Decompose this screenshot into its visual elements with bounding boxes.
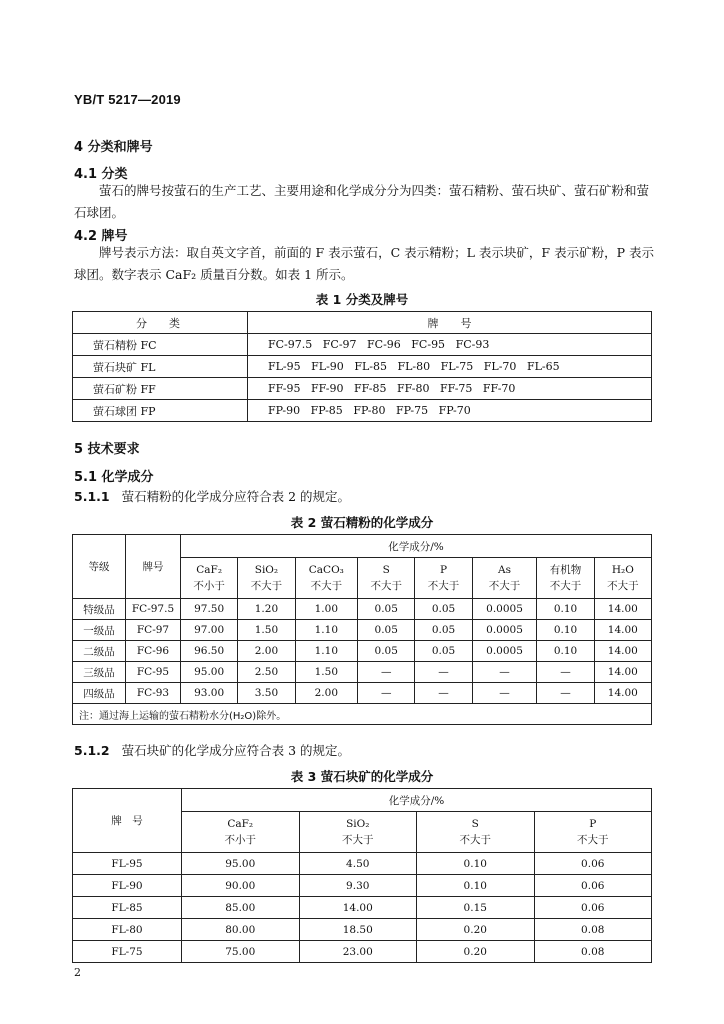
table-row (73, 620, 652, 641)
table-cell: 0.20 (417, 941, 535, 963)
table-row (73, 919, 652, 941)
table-cell: 萤石球团 FP (73, 400, 248, 422)
table-row (73, 356, 652, 378)
table-cell: 0.06 (534, 853, 652, 875)
table-cell: FC-97.5 (126, 599, 181, 620)
code-item: FC-93 (455, 338, 490, 351)
table-cell: FC-95 (126, 662, 181, 683)
clause-text: 萤石精粉的化学成分应符合表 2 的规定。 (121, 489, 350, 504)
section-4-2-heading: 4.2 牌号 (74, 229, 128, 244)
table-cell: 0.10 (537, 620, 594, 641)
code-item: FL-80 (397, 360, 431, 373)
table-row (73, 941, 652, 963)
table-cell: 0.05 (415, 620, 472, 641)
table-cell: 0.0005 (472, 641, 537, 662)
table-header-cell: 化学成分/% (182, 789, 652, 812)
table-cell: — (358, 683, 415, 704)
table-header-cell: CaF₂ 不小于 (182, 812, 300, 853)
section-5-heading: 5 技术要求 (74, 442, 140, 457)
table-header-cell: 牌号 (126, 535, 181, 599)
table-cell: 0.05 (415, 641, 472, 662)
table-cell: 三级品 (73, 662, 126, 683)
table-cell: 1.50 (295, 662, 357, 683)
table-3-caption: 表 3 萤石块矿的化学成分 (290, 769, 434, 784)
code-item: FF-80 (396, 382, 430, 395)
table-header-row (73, 535, 652, 558)
table-cell: 0.06 (534, 875, 652, 897)
code-item: FF-95 (268, 382, 301, 395)
table-cell: 14.00 (594, 599, 651, 620)
table-cell (248, 400, 652, 422)
table-header-cell: P 不大于 (415, 558, 472, 599)
table-3 (72, 788, 652, 963)
table-cell: 2.50 (238, 662, 295, 683)
table-cell: 一级品 (73, 620, 126, 641)
table-cell: 3.50 (238, 683, 295, 704)
standard-code: YB/T 5217—2019 (74, 92, 181, 107)
table-note: 注：通过海上运输的萤石精粉水分(H₂O)除外。 (73, 704, 652, 725)
table-1-caption: 表 1 分类及牌号 (315, 292, 409, 307)
code-item: FL-75 (440, 360, 474, 373)
table-cell: 0.05 (415, 599, 472, 620)
table-cell: 0.10 (417, 853, 535, 875)
section-4-2-text: 牌号表示方法：取自英文字首，前面的 F 表示萤石，C 表示精粉；L 表示块矿，F 表示矿粉，P 表示球团。数字表示 CaF₂ 质量百分数。如表 1 所示。 (74, 245, 654, 282)
table-header-cell: 化学成分/% (181, 535, 652, 558)
code-item: FC-97.5 (268, 338, 313, 351)
table-cell: 14.00 (594, 620, 651, 641)
table-cell: 14.00 (299, 897, 417, 919)
code-item: FP-70 (438, 404, 471, 417)
code-item: FF-70 (482, 382, 516, 395)
table-cell: 特级品 (73, 599, 126, 620)
table-header-cell: 分 类 (73, 312, 248, 334)
table-cell: 萤石矿粉 FF (73, 378, 248, 400)
table-cell: — (472, 662, 537, 683)
table-cell: — (537, 683, 594, 704)
clause-number: 5.1.2 (74, 743, 110, 758)
table-cell: FL-95 (73, 853, 182, 875)
table-header-cell: SiO₂ 不大于 (238, 558, 295, 599)
table-cell: 1.10 (295, 620, 357, 641)
section-4-1-heading: 4.1 分类 (74, 167, 128, 182)
table-cell: 0.0005 (472, 599, 537, 620)
code-item: FL-95 (268, 360, 301, 373)
table-row (73, 853, 652, 875)
table-header-row (73, 312, 652, 334)
code-item: FP-75 (395, 404, 429, 417)
table-header-cell: H₂O 不大于 (594, 558, 651, 599)
table-cell: — (358, 662, 415, 683)
table-cell: 97.00 (181, 620, 238, 641)
table-cell: 0.10 (537, 599, 594, 620)
table-2-caption: 表 2 萤石精粉的化学成分 (290, 515, 434, 530)
code-item: FF-75 (439, 382, 473, 395)
table-header-cell: CaCO₃ 不大于 (295, 558, 357, 599)
table-cell: 1.50 (238, 620, 295, 641)
code-item: FP-80 (353, 404, 386, 417)
code-item: FL-65 (526, 360, 560, 373)
table-cell (248, 378, 652, 400)
table-header-cell: 牌 号 (248, 312, 652, 334)
table-cell: FC-93 (126, 683, 181, 704)
table-cell: 萤石精粉 FC (73, 334, 248, 356)
table-cell: 四级品 (73, 683, 126, 704)
table-cell: 0.08 (534, 919, 652, 941)
table-cell (248, 356, 652, 378)
table-cell: 4.50 (299, 853, 417, 875)
table-cell: 0.05 (358, 641, 415, 662)
table-cell: FC-96 (126, 641, 181, 662)
code-item: FC-97 (322, 338, 357, 351)
table-cell: 96.50 (181, 641, 238, 662)
table-note-row (73, 704, 652, 725)
table-row (73, 875, 652, 897)
section-4-heading: 4 分类和牌号 (74, 140, 153, 155)
clause-5-1-2 (74, 741, 350, 759)
table-header-cell: As 不大于 (472, 558, 537, 599)
table-cell: 2.00 (238, 641, 295, 662)
table-cell: 1.20 (238, 599, 295, 620)
table-header-cell: 牌 号 (73, 789, 182, 853)
table-cell: FL-75 (73, 941, 182, 963)
code-item: FC-95 (411, 338, 446, 351)
table-cell: 0.0005 (472, 620, 537, 641)
table-cell: 2.00 (295, 683, 357, 704)
code-item: FC-96 (367, 338, 401, 351)
clause-5-1-1 (74, 487, 350, 505)
table-cell: — (472, 683, 537, 704)
table-cell: 18.50 (299, 919, 417, 941)
table-cell: 0.20 (417, 919, 535, 941)
table-cell: 0.10 (537, 641, 594, 662)
table-cell: 0.05 (358, 599, 415, 620)
table-cell: 14.00 (594, 641, 651, 662)
table-cell: 1.00 (295, 599, 357, 620)
code-item: FP-85 (310, 404, 343, 417)
table-header-cell: S 不大于 (417, 812, 535, 853)
table-cell: 14.00 (594, 662, 651, 683)
table-cell: 0.10 (417, 875, 535, 897)
table-cell: FL-85 (73, 897, 182, 919)
clause-text: 萤石块矿的化学成分应符合表 3 的规定。 (121, 743, 350, 758)
table-header-cell: 等级 (73, 535, 126, 599)
table-row (73, 378, 652, 400)
code-item: FL-90 (311, 360, 344, 373)
table-1 (72, 311, 652, 422)
table-cell (248, 334, 652, 356)
code-item: FF-90 (310, 382, 344, 395)
table-row (73, 599, 652, 620)
table-cell: 0.15 (417, 897, 535, 919)
table-cell: 80.00 (182, 919, 300, 941)
table-cell: 1.10 (295, 641, 357, 662)
table-row (73, 683, 652, 704)
table-cell: — (415, 662, 472, 683)
clause-number: 5.1.1 (74, 489, 110, 504)
table-cell: 90.00 (182, 875, 300, 897)
code-item: FP-90 (268, 404, 301, 417)
table-row (73, 400, 652, 422)
table-cell: 二级品 (73, 641, 126, 662)
table-header-cell: CaF₂ 不小于 (181, 558, 238, 599)
table-cell: 85.00 (182, 897, 300, 919)
table-cell: 93.00 (181, 683, 238, 704)
table-cell: FL-90 (73, 875, 182, 897)
table-cell: 95.00 (181, 662, 238, 683)
table-row (73, 334, 652, 356)
table-cell: 14.00 (594, 683, 651, 704)
table-row (73, 641, 652, 662)
table-row (73, 662, 652, 683)
table-header-row (73, 789, 652, 812)
section-4-1-text: 萤石的牌号按萤石的生产工艺、主要用途和化学成分分为四类：萤石精粉、萤石块矿、萤石矿粉和萤石球团。 (74, 183, 650, 220)
table-cell: 95.00 (182, 853, 300, 875)
table-cell: 75.00 (182, 941, 300, 963)
code-item: FL-70 (483, 360, 517, 373)
table-cell: — (537, 662, 594, 683)
table-2 (72, 534, 652, 725)
section-5-1-heading: 5.1 化学成分 (74, 470, 154, 485)
table-header-cell: 有机物 不大于 (537, 558, 594, 599)
table-cell: 萤石块矿 FL (73, 356, 248, 378)
table-cell: — (415, 683, 472, 704)
table-cell: FC-97 (126, 620, 181, 641)
table-header-cell: P 不大于 (534, 812, 652, 853)
table-cell: 9.30 (299, 875, 417, 897)
table-cell: 23.00 (299, 941, 417, 963)
table-cell: 97.50 (181, 599, 238, 620)
code-item: FL-85 (354, 360, 387, 373)
table-row (73, 897, 652, 919)
table-cell: 0.05 (358, 620, 415, 641)
table-cell: 0.08 (534, 941, 652, 963)
page-number: 2 (74, 966, 81, 979)
code-item: FF-85 (353, 382, 387, 395)
table-header-cell: SiO₂ 不大于 (299, 812, 417, 853)
table-header-cell: S 不大于 (358, 558, 415, 599)
table-cell: 0.06 (534, 897, 652, 919)
table-cell: FL-80 (73, 919, 182, 941)
